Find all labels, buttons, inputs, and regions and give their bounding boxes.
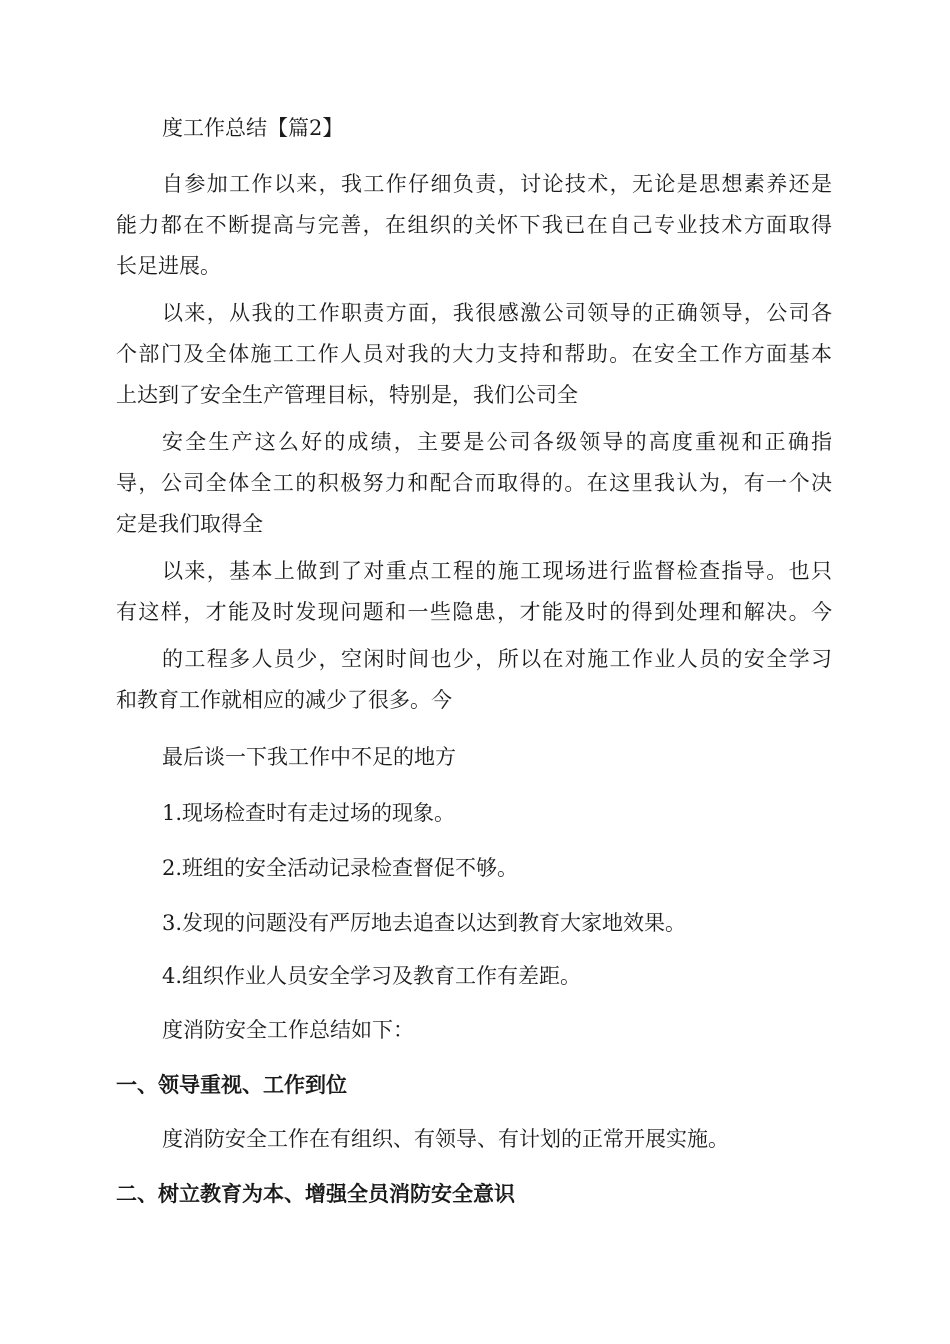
list-item: 2.班组的安全活动记录检查督促不够。 [162, 856, 519, 880]
section-heading: 二、树立教育为本、增强全员消防安全意识 [116, 1182, 515, 1206]
paragraph-line: 度消防安全工作在有组织、有领导、有计划的正常开展实施。 [162, 1127, 729, 1151]
paragraph-line: 导，公司全体全工的积极努力和配合而取得的。在这里我认为，有一个决 [116, 471, 832, 495]
section-heading: 一、领导重视、工作到位 [116, 1073, 347, 1097]
paragraph-line: 的工程多人员少，空闲时间也少，所以在对施工作业人员的安全学习 [162, 647, 832, 671]
list-item: 1.现场检查时有走过场的现象。 [162, 801, 456, 825]
paragraph-line: 自参加工作以来，我工作仔细负责，讨论技术，无论是思想素养还是 [162, 172, 832, 196]
list-item: 4.组织作业人员安全学习及教育工作有差距。 [162, 964, 582, 988]
list-item: 3.发现的问题没有严厉地去追查以达到教育大家地效果。 [162, 911, 687, 935]
paragraph-line: 个部门及全体施工工作人员对我的大力支持和帮助。在安全工作方面基本 [116, 342, 832, 366]
paragraph-line: 能力都在不断提高与完善，在组织的关怀下我已在自己专业技术方面取得 [116, 213, 832, 237]
paragraph-line: 长足进展。 [116, 254, 221, 278]
paragraph-line: 最后谈一下我工作中不足的地方 [162, 745, 456, 769]
paragraph-line: 有这样，才能及时发现问题和一些隐患，才能及时的得到处理和解决。今 [116, 600, 832, 624]
paragraph-line: 和教育工作就相应的减少了很多。今 [116, 688, 452, 712]
paragraph-line: 以来，从我的工作职责方面，我很感激公司领导的正确领导，公司各 [162, 301, 832, 325]
section-title-line: 度工作总结【篇2】 [162, 116, 344, 140]
paragraph-line: 度消防安全工作总结如下： [162, 1018, 414, 1042]
paragraph-line: 定是我们取得全 [116, 512, 263, 536]
paragraph-line: 安全生产这么好的成绩，主要是公司各级领导的高度重视和正确指 [162, 430, 832, 454]
paragraph-line: 上达到了安全生产管理目标，特别是，我们公司全 [116, 383, 578, 407]
paragraph-line: 以来，基本上做到了对重点工程的施工现场进行监督检查指导。也只 [162, 559, 832, 583]
